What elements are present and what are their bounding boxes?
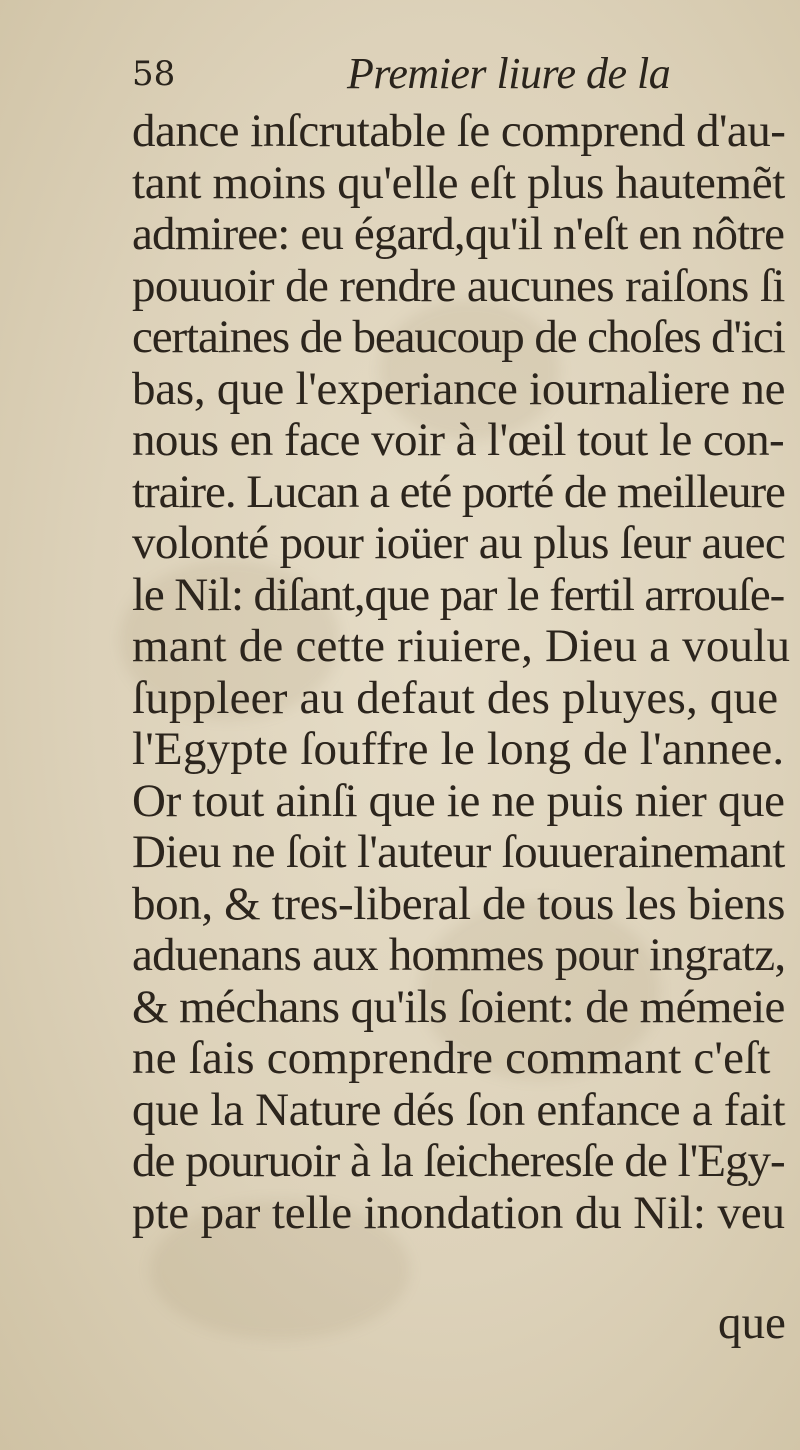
running-head: Premier liure de la	[347, 49, 671, 98]
text-line: pte par telle inondation du Nil: veu	[132, 1186, 785, 1239]
text-line: l'Egypte ſouffre le long de l'annee.	[132, 723, 785, 775]
text-line: Or tout ainſi que ie ne puis nier que	[132, 774, 785, 827]
text-line: ſuppleer au defaut des pluyes, que	[132, 671, 779, 724]
text-line: bas, que l'experiance iournaliere ne	[132, 362, 786, 415]
text-line: nous en face voir à l'œil tout le con-	[132, 414, 785, 466]
text-line: admiree: eu égard,qu'il n'eſt en nôtre	[132, 208, 785, 260]
text-line: ne ſais comprendre commant c'eſt	[132, 1032, 771, 1084]
text-line: mant de cette riuiere, Dieu a voulu	[132, 620, 791, 672]
text-line: tant moins qu'elle eſt plus hautemẽt	[132, 156, 786, 209]
text-line: certaines de beaucoup de choſes d'ici	[132, 311, 785, 363]
text-line: volonté pour ioüer au plus ſeur auec	[132, 517, 786, 569]
text-line: que la Nature dés ſon enfance a fait	[132, 1083, 786, 1136]
text-line: le Nil: diſant,que par le fertil arrouſe-	[132, 568, 785, 621]
page-header	[132, 48, 692, 108]
text-line: aduenans aux hommes pour ingratz,	[132, 929, 786, 981]
text-line: Dieu ne ſoit l'auteur ſouuerainemant	[132, 826, 785, 878]
text-line: pouuoir de rendre aucunes raiſons ſi	[132, 259, 785, 312]
text-line: dance inſcrutable ſe comprend d'au-	[132, 105, 786, 157]
page-number: 58	[132, 54, 176, 94]
text-line: bon, & tres-liberal de tous les biens	[132, 877, 785, 930]
text-line: traire. Lucan a eté porté de meilleure	[132, 465, 785, 518]
body-text	[132, 106, 792, 1239]
text-line: de pouruoir à la ſeicheresſe de l'Egy-	[132, 1135, 785, 1187]
text-line: & méchans qu'ils ſoient: de mémeie	[132, 980, 785, 1033]
catchword: que	[718, 1297, 786, 1349]
